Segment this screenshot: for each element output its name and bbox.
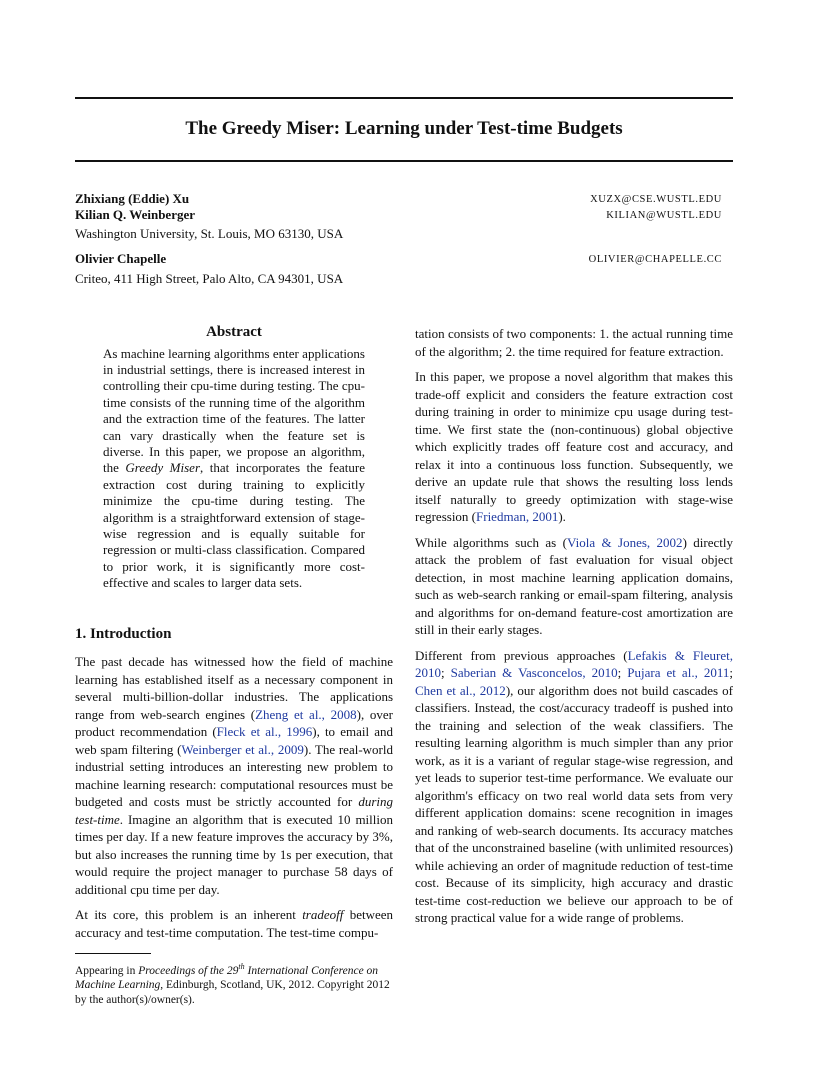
abstract-text: As machine learning algorithms enter applications in industrial settings, there is increased interest in controlling their cpu-time during testing. The cpu-time consists of the running time of the algorithm and the extraction time of the features. The latter can vary drastically when the feature set is diverse. In this paper, we propose an algorithm, the Greedy Miser, that incorporates the feature extraction cost during training to explicitly minimize the cpu-time during testing. The algorithm is a straightforward extension of stage-wise regression and is equally suitable for regression or multi-class classification. Compared to prior work, it is significantly more cost-effective and scales to larger data sets. xyxy=(103,345,365,591)
top-rule xyxy=(75,97,733,99)
intro-paragraph-1: The past decade has witnessed how the field of machine learning has established itself as a necessary component in several multi-billion-dollar industries. The applications range from web-search engines (Zheng et al., 2008), over product recommendation (Fleck et al., 1996), to email and web spam filtering (Weinberger et al., 2009). The real-world industrial setting introduces an interesting new problem to machine learning research: computational resources must be budgeted and costs must be strictly accounted for during test-time. Imagine an algorithm that is executed 10 million times per day. If a new feature improves the accuracy by 3%, but also increases the running time by 1s per execution, that would require the project manager to purchase 58 days of additional cpu time per day. xyxy=(75,654,393,897)
citation-link[interactable]: Viola & Jones, 2002 xyxy=(566,534,683,550)
author-email-xu[interactable]: XUZX@CSE.WUSTL.EDU xyxy=(590,194,722,205)
intro-paragraph-2: At its core, this problem is an inherent tradeoff between accuracy and test-time computation. The test-time compu- xyxy=(75,907,393,940)
citation-link[interactable]: Friedman, 2001 xyxy=(476,509,559,524)
paper-title: The Greedy Miser: Learning under Test-time Budgets xyxy=(185,118,623,139)
right-column xyxy=(415,325,733,935)
intro-paragraph-5: Different from previous approaches (Lefakis & Fleuret, 2010; Saberian & Vasconcelos, 2010; Pujara et al., 2011; Chen et al., 2012), our algorithm does not build cascades of classifiers. Instead, the cost/accuracy tradeoff is pushed into the training and selection of the weak classifiers. The resulting learning algorithm is much simpler than any prior work, as it is a variant of regular stage-wise regression, and yet leads to superior test-time performance. We evaluate our algorithm's efficacy on two real world data sets from very different application domains: scene recognition in images and ranking of web-search documents. Its accuracy matches that of the unconstrained baseline (with unlimited resources) while achieving an order of magnitude reduction of test-time cost. Because of its simplicity, high accuracy and drastic test-time cost-reduction we believe our approach to be of strong practical value for a wide range of problems. xyxy=(415,647,733,925)
author-email-chapelle[interactable]: OLIVIER@CHAPELLE.CC xyxy=(588,254,722,265)
intro-paragraph-2-continued: tation consists of two components: 1. the actual running time of the algorithm; 2. the time required for feature extraction. xyxy=(415,326,733,359)
footnote: Appearing in Proceedings of the 29th International Conference on Machine Learning, Edinburgh, Scotland, UK, 2012. Copyright 2012 by the author(s)/owner(s). xyxy=(75,962,390,1006)
footnote-rule xyxy=(75,953,151,954)
citation-link[interactable]: Pujara et al., 2011 xyxy=(627,665,730,680)
author-name-weinberger: Kilian Q. Weinberger xyxy=(75,207,196,222)
intro-paragraph-3: In this paper, we propose a novel algorithm that makes this trade-off explicit and considers the feature extraction cost during training in order to minimize cpu usage during test-time. We first state the (non-continuous) global objective which explicitly trades off feature cost and accuracy, and relax it into a continuous loss function. Subsequently, we derive an update rule that shows the resulting loss lends itself naturally to greedy optimization with stage-wise regression (Friedman, 2001). xyxy=(415,369,733,524)
title-bottom-rule xyxy=(75,160,733,162)
citation-link[interactable]: Weinberger et al., 2009 xyxy=(181,741,304,757)
citation-link[interactable]: Chen et al., 2012 xyxy=(415,682,506,698)
intro-paragraph-2-left-part: between accuracy and test-time computation. The test-time compu- xyxy=(75,907,393,940)
intro-paragraph-4: While algorithms such as (Viola & Jones, 2002) directly attack the problem of fast evaluation for visual object detection, in most machine learning application domains, such as web-search ranking or email-spam filtering, analysis and algorithms for on-demand feature-cost amortization are still in their early stages. xyxy=(415,534,734,637)
citation-link[interactable]: Zheng et al., 2008 xyxy=(255,706,357,722)
author-email-weinberger[interactable]: KILIAN@WUSTL.EDU xyxy=(606,210,722,221)
affiliation-wustl: Washington University, St. Louis, MO 63130, USA xyxy=(75,226,344,241)
section-heading-introduction: 1. Introduction xyxy=(75,625,172,642)
author-name-chapelle: Olivier Chapelle xyxy=(75,251,167,266)
citation-link[interactable]: Fleck et al., 1996 xyxy=(216,724,313,740)
citation-link[interactable]: Lefakis & Fleuret, 2010 xyxy=(415,647,733,680)
affiliation-criteo: Criteo, 411 High Street, Palo Alto, CA 94301, USA xyxy=(75,271,344,286)
abstract-heading: Abstract xyxy=(206,324,262,340)
author-name-xu: Zhixiang (Eddie) Xu xyxy=(75,191,190,206)
left-column xyxy=(75,320,393,1007)
citation-link[interactable]: Saberian & Vasconcelos, 2010 xyxy=(450,665,618,680)
